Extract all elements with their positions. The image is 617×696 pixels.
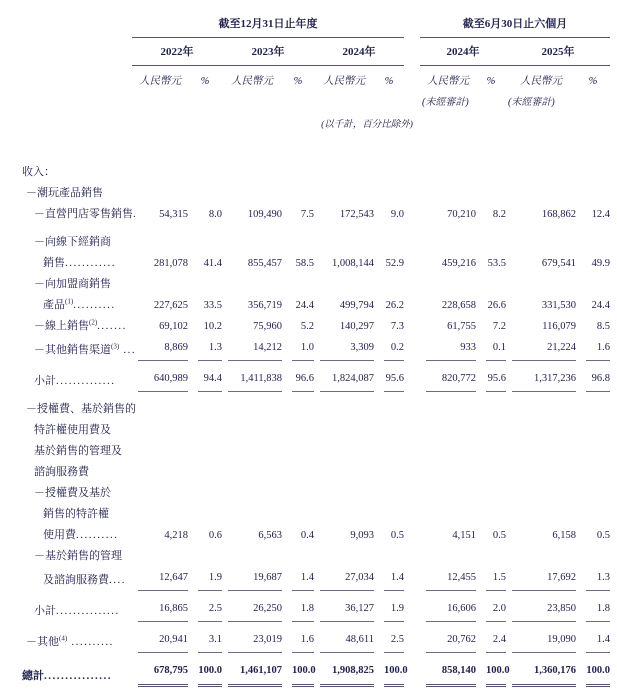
- group-gap: [404, 622, 420, 653]
- percent-cell: 7.3: [390, 321, 404, 332]
- value-cell: 855,457: [247, 258, 282, 269]
- group-gap: [404, 361, 420, 392]
- row-label: 銷售的特許權: [43, 508, 109, 520]
- currency-label: 人民幣元: [139, 76, 181, 87]
- currency-label: 人民幣元: [427, 76, 469, 87]
- percent-cell: 7.2: [492, 321, 506, 332]
- row-label: －其他銷售渠道$^{(3)}$ ...: [34, 342, 137, 356]
- percent-cell: 24.4: [295, 300, 314, 311]
- percent-cell: 12.4: [591, 209, 610, 220]
- value-cell: 20,762: [420, 622, 476, 653]
- table-body: [8, 162, 610, 687]
- percent-cell: 1.4: [282, 567, 314, 591]
- row-label: 小計...............: [34, 605, 120, 617]
- dot-leader: .......: [97, 320, 127, 332]
- footnote-ref: (4): [59, 634, 68, 643]
- group-gap: [404, 316, 420, 337]
- currency-label: 人民幣元: [231, 76, 273, 87]
- percent-cell: 95.6: [374, 361, 404, 392]
- dot-leader: ...............: [56, 605, 120, 617]
- value-cell: 499,794: [339, 300, 374, 311]
- percent-cell: 100.0: [476, 653, 506, 687]
- value-cell: 48,611: [314, 622, 374, 653]
- percent-cell: 0.2: [374, 337, 404, 361]
- year-column-2024-interim: 2024年: [420, 38, 506, 66]
- value-cell: 19,090: [506, 622, 576, 653]
- percent-cell: 96.8: [576, 361, 610, 392]
- row-label: －向加盟商銷售: [34, 278, 111, 290]
- row-label: 總計................: [22, 670, 112, 682]
- value-cell: 172,543: [339, 209, 374, 220]
- percent-cell: 8.0: [208, 209, 222, 220]
- value-cell: 36,127: [314, 591, 374, 622]
- percent-cell: 1.3: [576, 567, 610, 591]
- value-cell: 281,078: [153, 258, 188, 269]
- percent-cell: 26.6: [487, 300, 506, 311]
- year-column-2022: 2022年: [132, 38, 222, 66]
- label-only-filler: [132, 441, 610, 462]
- value-cell: 6,563: [258, 530, 282, 541]
- value-cell: 6,158: [552, 530, 576, 541]
- percent-cell: 26.2: [385, 300, 404, 311]
- footnote-ref: (1): [65, 297, 74, 306]
- value-cell: 75,960: [253, 321, 282, 332]
- group-gap: [404, 525, 420, 546]
- value-cell: 1,411,838: [222, 361, 282, 392]
- value-cell: 12,455: [420, 567, 476, 591]
- dot-leader: ..........: [67, 636, 114, 648]
- value-cell: 109,490: [247, 209, 282, 220]
- currency-label: 人民幣元: [323, 76, 365, 87]
- value-cell: 1,008,144: [332, 258, 374, 269]
- value-cell: 8,869: [132, 337, 188, 361]
- row-label: 基於銷售的管理及: [34, 445, 122, 457]
- percent-cell: 2.5: [374, 622, 404, 653]
- percent-cell: 100.0: [374, 653, 404, 687]
- percent-cell: 0.1: [476, 337, 506, 361]
- group-gap: [404, 591, 420, 622]
- percent-cell: 0.5: [492, 530, 506, 541]
- percent-cell: 1.4: [576, 622, 610, 653]
- percent-label: %: [384, 76, 394, 87]
- value-cell: 16,606: [420, 591, 476, 622]
- value-cell: 69,102: [159, 321, 188, 332]
- percent-cell: 1.4: [374, 567, 404, 591]
- percent-cell: 0.6: [208, 530, 222, 541]
- percent-cell: 1.9: [188, 567, 222, 591]
- value-cell: 27,034: [314, 567, 374, 591]
- value-cell: 17,692: [506, 567, 576, 591]
- percent-cell: 41.4: [203, 258, 222, 269]
- value-cell: 21,224: [506, 337, 576, 361]
- label-only-filler: [132, 420, 610, 441]
- dot-leader: ..............: [56, 375, 116, 387]
- row-label: 特許權使用費及: [34, 424, 111, 436]
- label-only-filler: [132, 225, 610, 253]
- value-cell: 54,315: [159, 209, 188, 220]
- row-label: 銷售............: [43, 257, 116, 269]
- value-cell: 820,772: [420, 361, 476, 392]
- dot-leader: ....: [109, 574, 126, 586]
- value-cell: 23,019: [222, 622, 282, 653]
- percent-label: %: [200, 76, 210, 87]
- percent-cell: 2.0: [476, 591, 506, 622]
- row-label: 小計..............: [34, 375, 116, 387]
- value-cell: 4,151: [452, 530, 476, 541]
- row-label: －直營門店零售銷售.: [34, 208, 138, 220]
- percent-cell: 24.4: [591, 300, 610, 311]
- dot-leader: ..........: [73, 299, 116, 311]
- group-gap: [404, 337, 420, 361]
- label-only-filler: [132, 462, 610, 483]
- percent-cell: 5.2: [300, 321, 314, 332]
- percent-cell: 8.2: [492, 209, 506, 220]
- percent-cell: 3.1: [188, 622, 222, 653]
- row-label: －向線下經銷商: [34, 236, 111, 248]
- value-cell: 1,360,176: [506, 653, 576, 687]
- period-group-interim: 截至6月30日止六個月: [420, 14, 610, 38]
- value-cell: 23,850: [506, 591, 576, 622]
- percent-cell: 2.4: [476, 622, 506, 653]
- footnote-ref: (3): [111, 342, 120, 351]
- group-gap: [404, 204, 420, 225]
- value-cell: 1,908,825: [314, 653, 374, 687]
- value-cell: 3,309: [314, 337, 374, 361]
- value-cell: 26,250: [222, 591, 282, 622]
- label-only-filler: [132, 504, 610, 525]
- row-label: 收入：: [22, 166, 55, 178]
- value-cell: 858,140: [420, 653, 476, 687]
- value-cell: 1,824,087: [314, 361, 374, 392]
- dot-leader: ................: [44, 670, 112, 682]
- row-label: －線上銷售$^{(2)}$.......: [34, 318, 127, 332]
- percent-cell: 1.6: [282, 622, 314, 653]
- year-column-2023: 2023年: [222, 38, 314, 66]
- dot-leader: ...: [119, 344, 137, 356]
- percent-cell: 33.5: [203, 300, 222, 311]
- value-cell: 459,216: [441, 258, 476, 269]
- row-label: 產品$^{(1)}$..........: [43, 297, 116, 311]
- percent-cell: 52.9: [385, 258, 404, 269]
- percent-cell: 95.6: [476, 361, 506, 392]
- dot-leader: .: [133, 208, 138, 220]
- percent-cell: 1.6: [576, 337, 610, 361]
- value-cell: 1,461,107: [222, 653, 282, 687]
- row-label: －授權費、基於銷售的: [26, 403, 136, 415]
- value-cell: 61,755: [447, 321, 476, 332]
- percent-cell: 0.4: [300, 530, 314, 541]
- label-only-filler: [132, 274, 610, 295]
- year-column-2024: 2024年: [314, 38, 404, 66]
- value-cell: 14,212: [222, 337, 282, 361]
- percent-cell: 100.0: [188, 653, 222, 687]
- value-cell: 4,218: [164, 530, 188, 541]
- percent-cell: 2.5: [188, 591, 222, 622]
- currency-label: 人民幣元: [520, 76, 562, 87]
- label-only-filler: [132, 483, 610, 504]
- label-only-filler: [132, 162, 610, 183]
- value-cell: 140,297: [339, 321, 374, 332]
- percent-cell: 1.0: [282, 337, 314, 361]
- label-only-filler: [132, 546, 610, 567]
- value-cell: 678,795: [132, 653, 188, 687]
- value-cell: 933: [420, 337, 476, 361]
- percent-label: %: [588, 76, 598, 87]
- percent-label: %: [293, 76, 303, 87]
- row-label: －授權費及基於: [34, 487, 111, 499]
- table-header: [8, 14, 610, 162]
- percent-cell: 0.5: [390, 530, 404, 541]
- label-only-filler: [132, 392, 610, 420]
- unit-note: (以千計，百分比除外): [321, 120, 413, 130]
- unaudited-note: (未經審計): [508, 97, 555, 108]
- row-label: －其他$^{(4)}$ ..........: [26, 634, 114, 648]
- value-cell: 12,647: [132, 567, 188, 591]
- year-column-2025-interim: 2025年: [506, 38, 610, 66]
- percent-cell: 0.5: [596, 530, 610, 541]
- group-gap: [404, 567, 420, 591]
- value-cell: 20,941: [132, 622, 188, 653]
- percent-cell: 9.0: [390, 209, 404, 220]
- percent-label: %: [486, 76, 496, 87]
- value-cell: 168,862: [541, 209, 576, 220]
- percent-cell: 53.5: [487, 258, 506, 269]
- value-cell: 640,989: [132, 361, 188, 392]
- value-cell: 16,865: [132, 591, 188, 622]
- value-cell: 1,317,236: [506, 361, 576, 392]
- revenue-breakdown-table: [8, 14, 610, 687]
- group-gap: [404, 295, 420, 316]
- group-gap: [404, 253, 420, 274]
- value-cell: 116,079: [542, 321, 576, 332]
- percent-cell: 7.5: [300, 209, 314, 220]
- percent-cell: 1.3: [188, 337, 222, 361]
- percent-cell: 96.6: [282, 361, 314, 392]
- percent-cell: 8.5: [596, 321, 610, 332]
- value-cell: 19,687: [222, 567, 282, 591]
- period-group-annual: 截至12月31日止年度: [132, 14, 404, 38]
- label-only-filler: [132, 183, 610, 204]
- value-cell: 9,093: [350, 530, 374, 541]
- percent-cell: 58.5: [295, 258, 314, 269]
- value-cell: 228,658: [441, 300, 476, 311]
- row-label: －潮玩產品銷售: [26, 187, 103, 199]
- footnote-ref: (2): [89, 318, 98, 327]
- value-cell: 70,210: [447, 209, 476, 220]
- percent-cell: 1.8: [576, 591, 610, 622]
- row-label: 諮詢服務費: [34, 466, 89, 478]
- row-label: 及諮詢服務費....: [43, 574, 126, 586]
- percent-cell: 100.0: [576, 653, 610, 687]
- percent-cell: 1.5: [476, 567, 506, 591]
- dot-leader: ............: [65, 257, 116, 269]
- dot-leader: ..........: [76, 529, 119, 541]
- percent-cell: 1.8: [282, 591, 314, 622]
- value-cell: 356,719: [247, 300, 282, 311]
- percent-cell: 49.9: [591, 258, 610, 269]
- value-cell: 331,530: [541, 300, 576, 311]
- percent-cell: 94.4: [188, 361, 222, 392]
- row-label: 使用費..........: [43, 529, 119, 541]
- percent-cell: 1.9: [374, 591, 404, 622]
- row-label: －基於銷售的管理: [34, 550, 122, 562]
- percent-cell: 100.0: [282, 653, 314, 687]
- unaudited-note: (未經審計): [422, 97, 469, 108]
- value-cell: 679,541: [541, 258, 576, 269]
- percent-cell: 10.2: [203, 321, 222, 332]
- value-cell: 227,625: [153, 300, 188, 311]
